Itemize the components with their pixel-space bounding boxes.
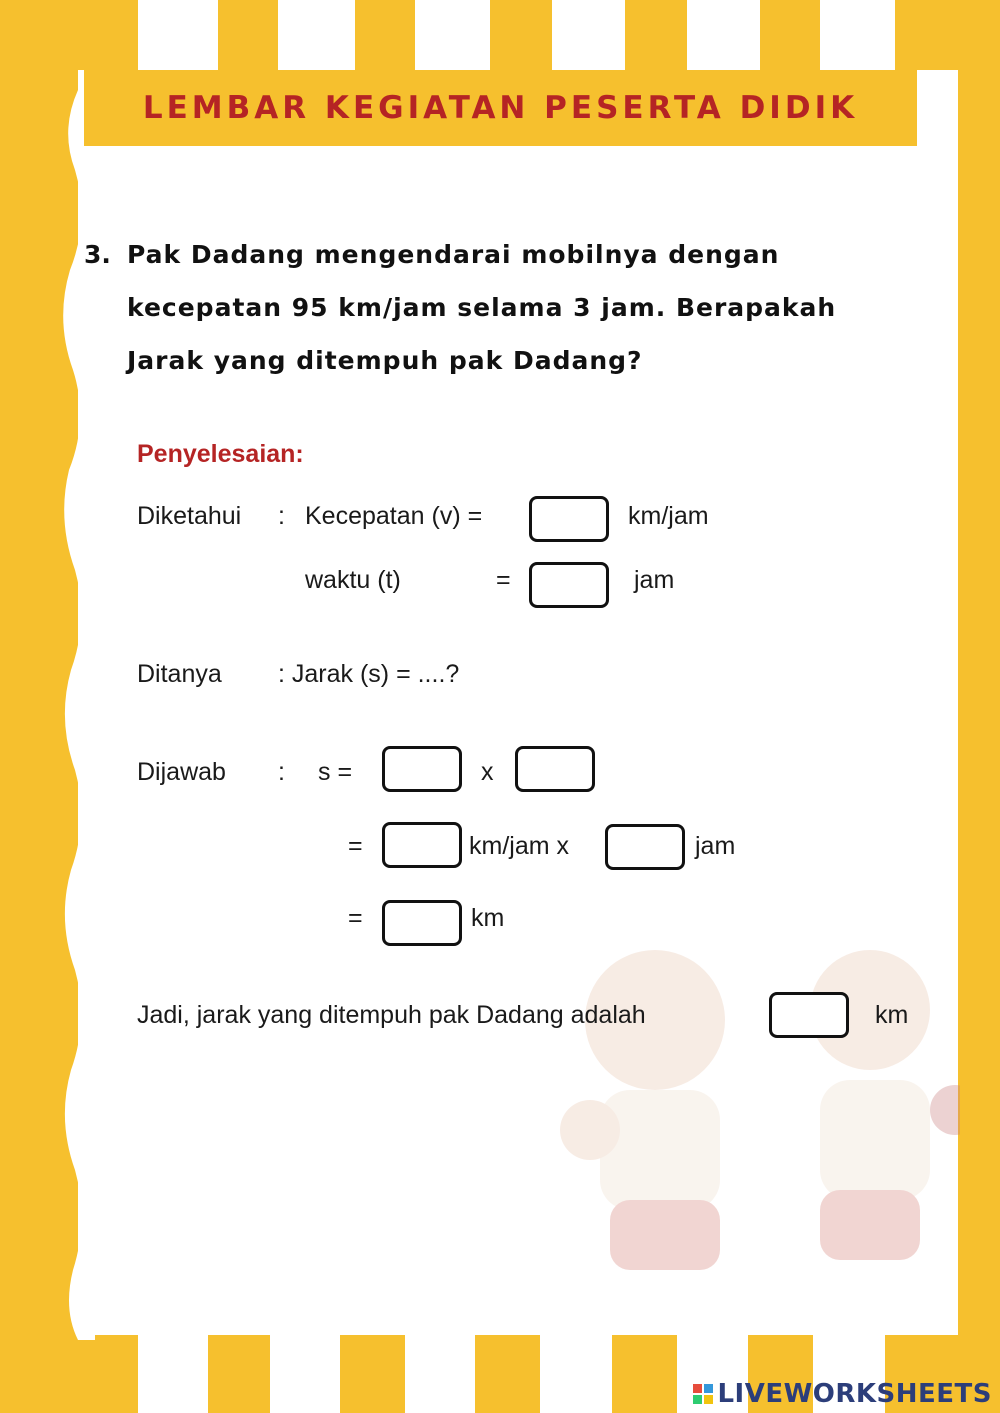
line2-unit1: km/jam x bbox=[469, 832, 569, 860]
line3-unit: km bbox=[471, 904, 505, 932]
time-equals: = bbox=[496, 566, 511, 594]
bottom-stripe bbox=[78, 1335, 138, 1413]
page-title: LEMBAR KEGIATAN PESERTA DIDIK bbox=[142, 90, 859, 126]
line3-equals: = bbox=[348, 904, 363, 932]
wavy-edge bbox=[55, 90, 95, 1340]
brand-name: LIVEWORKSHEETS bbox=[717, 1379, 992, 1409]
time-unit: jam bbox=[634, 566, 675, 594]
question-number: 3. bbox=[84, 240, 111, 269]
time-label: waktu (t) bbox=[305, 566, 401, 594]
speed-unit: km/jam bbox=[628, 502, 709, 530]
asked-text: : Jarak (s) = ....? bbox=[278, 660, 460, 688]
answer-box-2[interactable] bbox=[515, 746, 595, 792]
question-text bbox=[127, 228, 927, 387]
top-stripe bbox=[490, 0, 552, 70]
top-stripe bbox=[355, 0, 415, 70]
kids-illustration bbox=[560, 930, 960, 1330]
top-stripe bbox=[218, 0, 278, 70]
question-line: kecepatan 95 km/jam selama 3 jam. Berapakah bbox=[127, 293, 837, 322]
speed-label: Kecepatan (v) = bbox=[305, 502, 483, 530]
line2-unit2: jam bbox=[695, 832, 736, 860]
solution-heading: Penyelesaian: bbox=[137, 440, 304, 468]
bottom-stripe bbox=[208, 1335, 270, 1413]
conclusion-text: Jadi, jarak yang ditempuh pak Dadang adalah bbox=[137, 1001, 646, 1029]
answer-box-3[interactable] bbox=[382, 822, 462, 868]
conclusion-unit: km bbox=[875, 1001, 909, 1029]
right-border bbox=[958, 0, 1000, 1413]
title-banner bbox=[84, 70, 917, 146]
top-stripe bbox=[78, 0, 138, 70]
answer-label: Dijawab bbox=[137, 758, 226, 786]
times-sign: x bbox=[481, 758, 494, 786]
s-equals: s = bbox=[318, 758, 353, 786]
line2-equals: = bbox=[348, 832, 363, 860]
asked-label: Ditanya bbox=[137, 660, 222, 688]
top-stripe bbox=[625, 0, 687, 70]
liveworksheets-logo bbox=[693, 1379, 992, 1409]
conclusion-answer-box[interactable] bbox=[769, 992, 849, 1038]
liveworksheets-icon bbox=[693, 1384, 713, 1404]
answer-colon: : bbox=[278, 758, 285, 786]
top-stripe bbox=[760, 0, 820, 70]
known-colon: : bbox=[278, 502, 285, 530]
known-label: Diketahui bbox=[137, 502, 242, 530]
answer-box-5[interactable] bbox=[382, 900, 462, 946]
question-line: Jarak yang ditempuh pak Dadang? bbox=[127, 346, 643, 375]
time-answer-box[interactable] bbox=[529, 562, 609, 608]
speed-answer-box[interactable] bbox=[529, 496, 609, 542]
answer-box-1[interactable] bbox=[382, 746, 462, 792]
bottom-stripe bbox=[475, 1335, 540, 1413]
top-stripe bbox=[895, 0, 958, 70]
bottom-stripe bbox=[340, 1335, 405, 1413]
question-line: Pak Dadang mengendarai mobilnya dengan bbox=[127, 240, 780, 269]
bottom-stripe bbox=[612, 1335, 677, 1413]
answer-box-4[interactable] bbox=[605, 824, 685, 870]
